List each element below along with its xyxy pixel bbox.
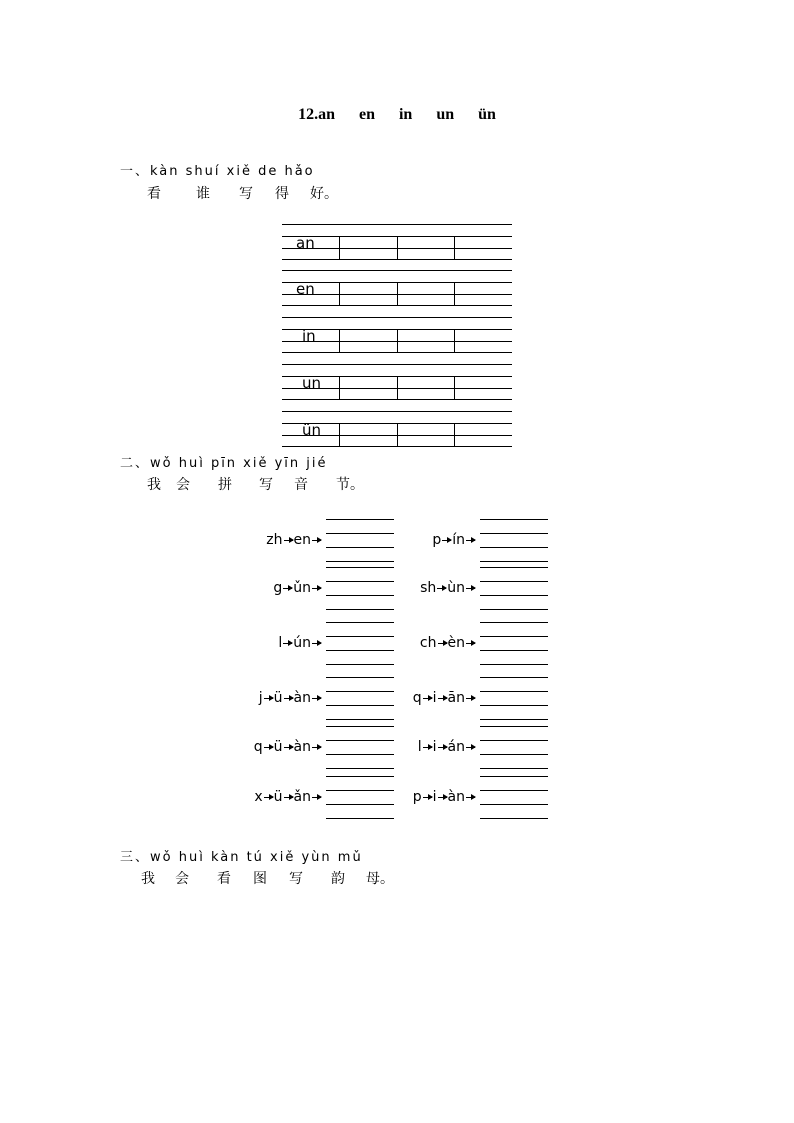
grid-row-un	[282, 364, 512, 400]
hanzi-char: 写	[289, 871, 303, 887]
hanzi-char: 得	[275, 186, 289, 202]
final: èn	[447, 635, 465, 651]
hanzi-char: 写	[239, 186, 253, 202]
medial: i	[432, 690, 437, 706]
initial: l	[417, 739, 422, 755]
grid-row-in	[282, 317, 512, 353]
final: ǎn	[293, 789, 311, 805]
hanzi-char: 看	[217, 871, 231, 887]
section2-pinyin: 二、wǒ huì pīn xiě yīn jié	[120, 456, 328, 471]
answer-lines[interactable]	[480, 622, 548, 670]
hanzi-char: 我	[141, 871, 155, 887]
initial: zh	[266, 532, 283, 548]
final: àn	[447, 789, 465, 805]
initial: q	[412, 690, 422, 706]
medial: ü	[273, 690, 283, 706]
hanzi-char: 拼	[218, 477, 232, 493]
final: en	[293, 532, 311, 548]
final: àn	[293, 690, 311, 706]
pinyin-combo	[420, 635, 476, 651]
final: ún	[293, 635, 311, 651]
hanzi-char: 好。	[310, 186, 338, 202]
answer-lines[interactable]	[480, 567, 548, 615]
pinyin-combo	[273, 580, 322, 596]
pinyin-combo	[259, 690, 322, 706]
final: ín	[452, 532, 465, 548]
medial: ü	[273, 739, 283, 755]
pinyin-combo	[254, 789, 322, 805]
hanzi-char: 节。	[336, 477, 364, 493]
grid-row-un-umlaut	[282, 411, 512, 447]
section3-pinyin: 三、wǒ huì kàn tú xiě yùn mǔ	[120, 850, 363, 865]
initial: p	[412, 789, 422, 805]
initial: q	[253, 739, 263, 755]
hanzi-char: 图	[253, 871, 267, 887]
final: ǔn	[293, 580, 311, 596]
hanzi-char: 看	[147, 186, 161, 202]
final: ān	[447, 690, 465, 706]
grid-row-an	[282, 224, 512, 260]
pinyin-combo	[432, 532, 476, 548]
grid-label: ün	[302, 421, 322, 439]
initial: sh	[420, 580, 437, 596]
grid-label: un	[302, 374, 322, 392]
answer-lines[interactable]	[326, 776, 394, 824]
pinyin-combo	[254, 739, 322, 755]
final: án	[447, 739, 465, 755]
title-part-un-umlaut: ün	[478, 106, 496, 123]
pinyin-combo	[278, 635, 322, 651]
hanzi-char: 会	[176, 477, 190, 493]
answer-lines[interactable]	[480, 677, 548, 725]
final: àn	[293, 739, 311, 755]
medial: ü	[273, 789, 283, 805]
answer-lines[interactable]	[326, 726, 394, 774]
answer-lines[interactable]	[326, 677, 394, 725]
final: ùn	[447, 580, 465, 596]
hanzi-char: 会	[175, 871, 189, 887]
hanzi-char: 我	[147, 477, 161, 493]
initial: l	[278, 635, 283, 651]
pinyin-combo	[266, 532, 322, 548]
medial: i	[432, 739, 437, 755]
grid-label: an	[296, 234, 315, 252]
answer-lines[interactable]	[326, 519, 394, 567]
pinyin-combo	[418, 739, 476, 755]
hanzi-char: 写	[259, 477, 273, 493]
title-part-en: en	[358, 106, 375, 123]
title-number: 12.an	[298, 106, 335, 123]
answer-lines[interactable]	[480, 776, 548, 824]
grid-label: in	[302, 327, 316, 345]
initial: p	[432, 532, 442, 548]
pinyin-combo	[413, 789, 476, 805]
initial: j	[258, 690, 263, 706]
answer-lines[interactable]	[326, 567, 394, 615]
grid-row-en	[282, 270, 512, 306]
grid-label: en	[296, 280, 315, 298]
title-part-in: in	[398, 106, 413, 123]
hanzi-char: 谁	[196, 186, 210, 202]
answer-lines[interactable]	[326, 622, 394, 670]
page-title	[0, 106, 794, 124]
answer-lines[interactable]	[480, 726, 548, 774]
medial: i	[432, 789, 437, 805]
answer-lines[interactable]	[480, 519, 548, 567]
pinyin-combo	[413, 690, 476, 706]
initial: x	[254, 789, 263, 805]
initial: ch	[419, 635, 437, 651]
title-part-un: un	[436, 106, 455, 123]
section1-pinyin: 一、kàn shuí xiě de hǎo	[120, 164, 315, 179]
hanzi-char: 韵	[331, 871, 345, 887]
hanzi-char: 母。	[366, 871, 394, 887]
hanzi-char: 音	[294, 477, 308, 493]
pinyin-combo	[420, 580, 476, 596]
initial: g	[273, 580, 283, 596]
